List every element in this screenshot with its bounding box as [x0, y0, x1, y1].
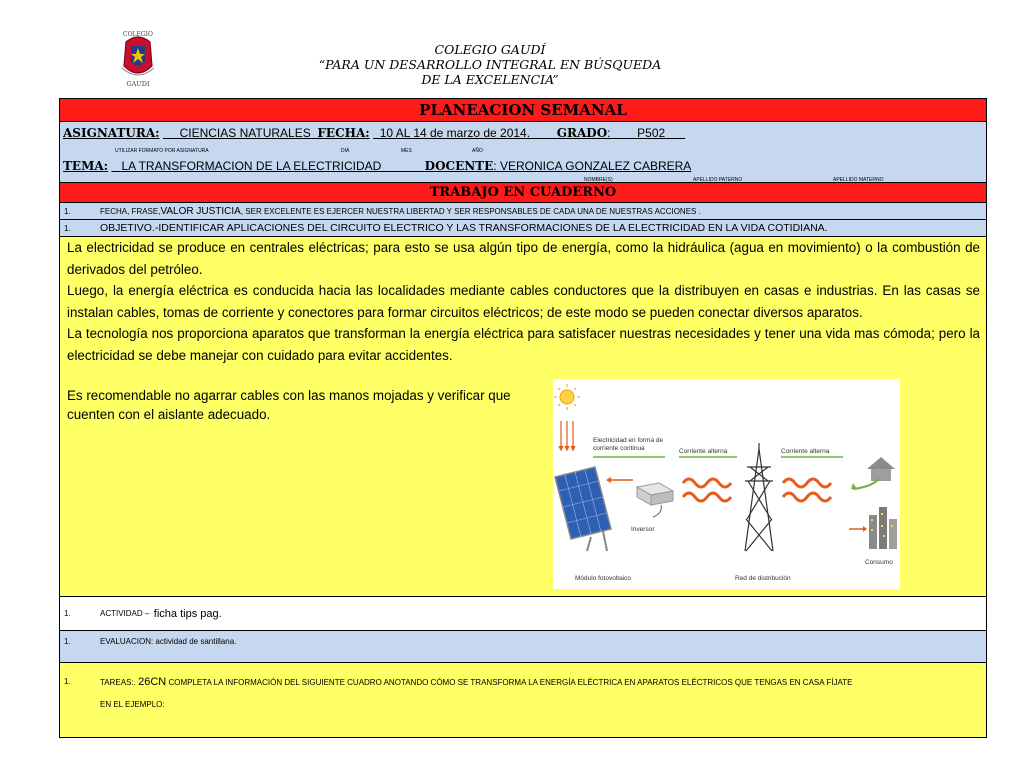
tareas-line2: EN EL EJEMPLO:	[100, 700, 165, 709]
evaluacion-text: EVALUACION: actividad de santillana.	[100, 637, 237, 646]
plan-title: PLANEACION SEMANAL	[419, 101, 627, 119]
recommendation-text: Es recomendable no agarrar cables con las manos mojadas y verificar que cuenten con el aislante adecuado.	[67, 388, 511, 422]
tareas-row-number: 1.	[64, 677, 71, 686]
docente-value: VERONICA GONZALEZ CABRERA	[499, 159, 692, 173]
house-icon	[851, 457, 895, 489]
tareas-code: 26CN	[138, 676, 167, 688]
section-title: TRABAJO EN CUADERNO	[429, 185, 617, 200]
dc-label-line1: Electricidad en forma de	[593, 437, 664, 444]
school-header	[250, 42, 730, 87]
asignatura-line: ASIGNATURA: CIENCIAS NATURALES FECHA: 10 AL 14 de marzo de 2014. GRADO: P502	[63, 126, 666, 140]
ac-wave-right	[783, 479, 831, 501]
actividad-row-number: 1.	[64, 609, 71, 618]
section-title-row	[60, 183, 986, 203]
school-motto-line2: DE LA EXCELENCIA”	[421, 72, 559, 87]
solar-panel-icon	[555, 467, 611, 551]
objetivo-row	[60, 220, 986, 237]
actividad-row	[60, 597, 986, 631]
fecha-row-number: 1.	[64, 206, 71, 216]
modulo-label: Módulo fotovoltaico	[575, 575, 632, 582]
objetivo-row-number: 1.	[64, 223, 71, 233]
ac-label-left: Corriente alterna	[679, 448, 728, 455]
tareas-label: TAREAS:.	[100, 678, 139, 687]
sun-icon	[554, 384, 580, 410]
fecha-label: FECHA	[317, 126, 366, 140]
ac-label-right: Corriente alterna	[781, 448, 830, 455]
consumo-label: Consumo	[865, 559, 893, 566]
logo-bottom-text: GAUDI	[126, 80, 150, 88]
docente-label: DOCENTE	[424, 159, 494, 173]
solar-energy-diagram	[553, 379, 900, 589]
tareas-line1: COMPLETA LA INFORMACIÓN DEL SIGUIENTE CUADRO ANOTANDO CÓMO SE TRANSFORMA LA ENERGÍA ELÉCTRICA EN APARATOS ELÉCTRICOS QUE TENGAS EN CASA FÍJATE	[166, 678, 853, 687]
actividad-label: ACTIVIDAD –	[100, 609, 150, 618]
content-paragraph-3: La tecnología nos proporciona aparatos que transforman la energía eléctrica para satisfacer nuestras necesidades y tener una vida mas cómoda; pero la electricidad se debe manejar con cuidado para evitar accidentes.	[67, 326, 980, 363]
ac-wave-left	[683, 479, 731, 501]
small-mes: MES	[401, 148, 412, 154]
dc-label-line2: corriente continua	[593, 445, 645, 452]
school-logo	[104, 28, 172, 90]
asignatura-value: CIENCIAS NATURALES	[179, 126, 311, 140]
grado-value: P502	[637, 126, 666, 140]
weekly-plan-table	[59, 98, 987, 738]
small-ano: AÑO	[472, 148, 483, 154]
fecha-row-rest: , SER EXCELENTE ES EJERCER NUESTRA LIBERTAD Y SER RESPONSABLES DE CADA UNA DE NUESTRAS ACCIONES .	[240, 206, 701, 216]
small-dia: DÍA	[341, 148, 350, 154]
valor-text: VALOR JUSTICIA	[160, 205, 241, 217]
tema-value: LA TRANSFORMACION DE LA ELECTRICIDAD	[121, 159, 382, 173]
evaluacion-row	[60, 631, 986, 663]
fecha-frase-row	[60, 203, 986, 220]
transmission-tower-icon	[745, 443, 773, 551]
city-buildings-icon	[849, 507, 897, 549]
evaluacion-row-number: 1.	[64, 637, 71, 646]
asignatura-label: ASIGNATURA	[63, 126, 156, 140]
small-materno: APELLIDO MATERNO	[833, 177, 884, 183]
tema-label: TEMA	[63, 159, 104, 173]
inverter-icon	[637, 483, 673, 517]
school-name: COLEGIO GAUDÍ	[434, 42, 546, 57]
logo-top-text: COLEGIO	[123, 31, 153, 38]
content-area	[60, 237, 986, 597]
fecha-value: 10 AL 14 de marzo de 2014.	[379, 126, 531, 140]
tareas-content	[64, 671, 974, 716]
info-row	[60, 122, 986, 183]
red-label: Red de distribución	[735, 575, 791, 582]
grado-label: GRADO	[556, 126, 608, 140]
objetivo-text: OBJETIVO.-IDENTIFICAR APLICACIONES DEL CIRCUITO ELECTRICO Y LAS TRANSFORMACIONES DE LA ELECTRICIDAD EN LA VIDA COTIDIANA.	[100, 222, 828, 234]
tareas-row	[60, 663, 986, 737]
inversor-label: Inversor	[631, 526, 655, 533]
school-motto-line1: “PARA UN DESARROLLO INTEGRAL EN BÚSQUEDA	[318, 57, 662, 72]
content-paragraph-2: Luego, la energía eléctrica es conducida hacia las localidades mediante cables conductores que la distribuyen en casas e industrias. En las casas se instalan cables, tomas de corriente y conectores para formar circuitos eléctricos; de este modo se pueden conectar diversos aparatos.	[67, 283, 980, 320]
small-formato: UTILIZAR FORMATO POR ASIGNATURA	[115, 148, 209, 154]
fecha-row-prefix: FECHA, FRASE,	[100, 206, 161, 216]
sun-rays-arrows	[559, 421, 575, 450]
tema-line: TEMA: LA TRANSFORMACION DE LA ELECTRICIDAD DOCENTE: VERONICA GONZALEZ CABRERA	[63, 159, 692, 173]
small-paterno: APELLIDO PATERNO	[693, 177, 743, 183]
content-paragraph-1: La electricidad se produce en centrales eléctricas; para esto se usa algún tipo de energía, como la hidráulica (agua en movimiento) o la combustión de derivados del petróleo.	[67, 240, 980, 277]
small-nombres: NOMBRE(S)	[584, 177, 613, 183]
plan-title-row	[60, 99, 986, 122]
actividad-value: ficha tips pag.	[153, 607, 222, 620]
content-text	[60, 237, 986, 366]
